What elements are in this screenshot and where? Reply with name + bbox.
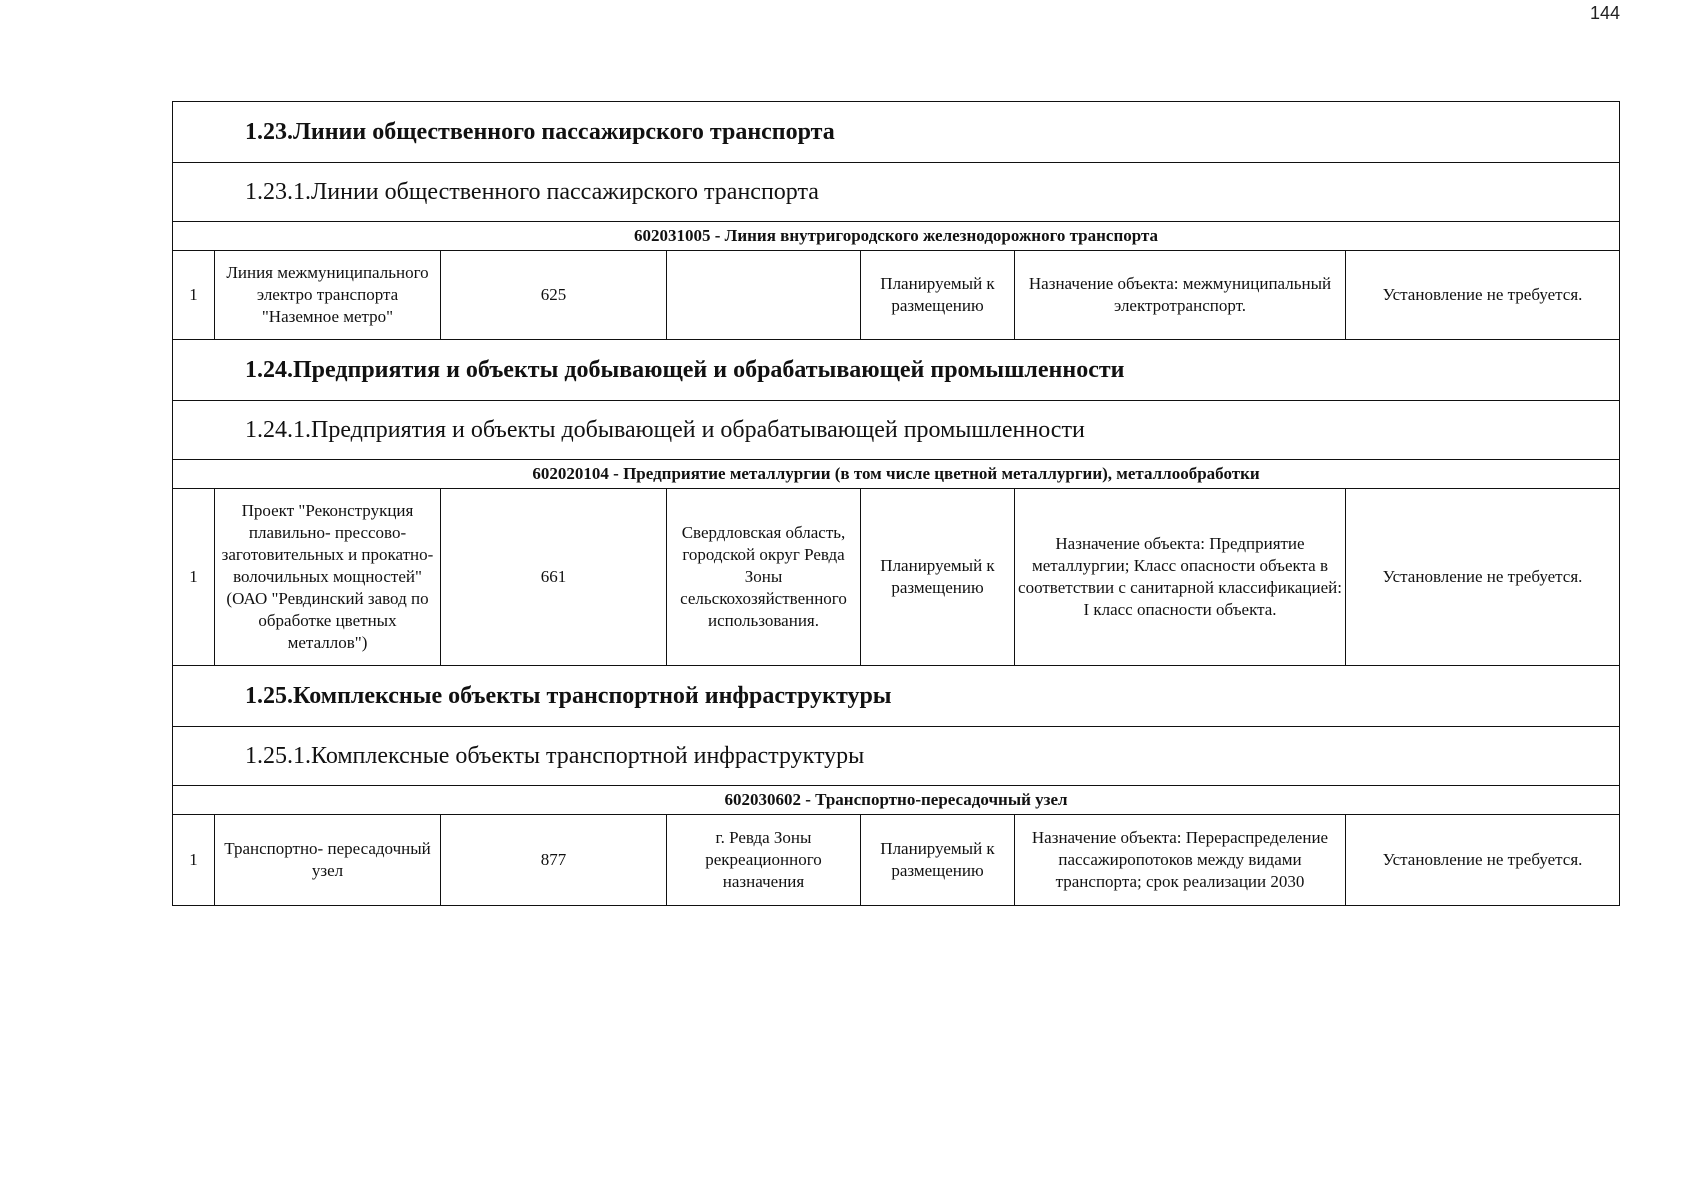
object-location bbox=[667, 251, 861, 340]
table-row bbox=[173, 251, 1620, 340]
object-location: г. Ревда Зоны рекреационного назначения bbox=[667, 815, 861, 906]
object-id: 877 bbox=[441, 815, 667, 906]
object-purpose: Назначение объекта: межмуниципальный электротранспорт. bbox=[1015, 251, 1346, 340]
objects-table bbox=[172, 101, 1620, 906]
object-code-row: 602030602 - Транспортно-пересадочный узел bbox=[173, 786, 1620, 815]
row-number: 1 bbox=[173, 489, 215, 666]
object-id: 661 bbox=[441, 489, 667, 666]
object-purpose: Назначение объекта: Предприятие металлургии; Класс опасности объекта в соответствии с санитарной классификацией: I класс опасности объекта. bbox=[1015, 489, 1346, 666]
table-row bbox=[173, 815, 1620, 906]
object-code-row: 602020104 - Предприятие металлургии (в том числе цветной металлургии), металлообработки bbox=[173, 460, 1620, 489]
section-heading: 1.25.Комплексные объекты транспортной инфраструктуры bbox=[173, 666, 1620, 727]
object-status: Планируемый к размещению bbox=[861, 489, 1015, 666]
object-name: Транспортно- пересадочный узел bbox=[215, 815, 441, 906]
object-purpose: Назначение объекта: Перераспределение пассажиропотоков между видами транспорта; срок реализации 2030 bbox=[1015, 815, 1346, 906]
section-heading: 1.23.Линии общественного пассажирского транспорта bbox=[173, 102, 1620, 163]
page-number: 144 bbox=[1589, 3, 1620, 23]
section-subheading: 1.25.1.Комплексные объекты транспортной инфраструктуры bbox=[173, 727, 1620, 786]
object-name: Проект "Реконструкция плавильно- прессово- заготовительных и прокатно- волочильных мощностей" (ОАО "Ревдинский завод по обработке цветных металлов") bbox=[215, 489, 441, 666]
object-zone: Установление не требуется. bbox=[1346, 251, 1620, 340]
object-name: Линия межмуниципального электро транспорта "Наземное метро" bbox=[215, 251, 441, 340]
section-subheading: 1.24.1.Предприятия и объекты добывающей и обрабатывающей промышленности bbox=[173, 401, 1620, 460]
object-id: 625 bbox=[441, 251, 667, 340]
section-heading: 1.24.Предприятия и объекты добывающей и обрабатывающей промышленности bbox=[173, 340, 1620, 401]
table-row bbox=[173, 489, 1620, 666]
object-zone: Установление не требуется. bbox=[1346, 489, 1620, 666]
row-number: 1 bbox=[173, 251, 215, 340]
row-number: 1 bbox=[173, 815, 215, 906]
object-status: Планируемый к размещению bbox=[861, 251, 1015, 340]
section-subheading: 1.23.1.Линии общественного пассажирского транспорта bbox=[173, 163, 1620, 222]
object-code-row: 602031005 - Линия внутригородского железнодорожного транспорта bbox=[173, 222, 1620, 251]
object-location: Свердловская область, городской округ Ревда Зоны сельскохозяйственного использования. bbox=[667, 489, 861, 666]
object-status: Планируемый к размещению bbox=[861, 815, 1015, 906]
object-zone: Установление не требуется. bbox=[1346, 815, 1620, 906]
